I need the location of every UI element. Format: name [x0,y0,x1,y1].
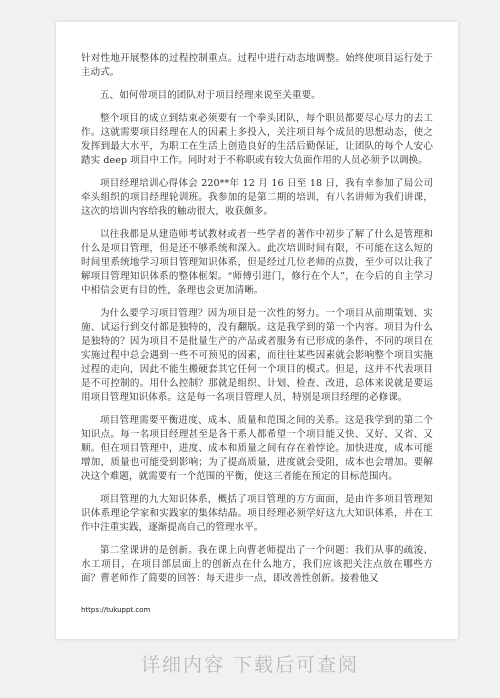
document-body [81,52,433,595]
paragraph-7: 项目管理需要平衡进度、成本、质量和范围之间的关系。这是我学到的第二个知识点。每一名项目经理甚至是各干系人都希望一个项目能又快、又好、又省、又顺。但在项目管理中，进度、成本和质量之间有存在着悖论。加快进度，成本可能增加，质量也可能受到影响；为了提高质量，进度就会受阻，成本也会增加。要解决这个难题，就需要有一个范围的平衡，使这三者能在预定的目标范围内。 [81,415,433,482]
paragraph-4: 项目经理培训心得体会 220**年 12 月 16 日至 18 日，我有幸参加了局公司牵头组织的项目经理轮训班。我参加的是第二期的培训，有八名讲师为我们讲课，这次的培训内容给我的触动很大，收获颇多。 [81,178,433,217]
paragraph-1: 针对性地开展整体的过程控制重点。过程中进行动态地调整。始终使项目运行处于主动式。 [81,53,433,78]
paragraph-6: 为什么要学习项目管理？因为项目是一次性的努力。一个项目从前期策划、实施、试运行到交付都是独特的，没有翻版。这是我学到的第一个内容。项目为什么是独特的？因为项目不是批量生产的产品或者服务有已形成的条件，不同的项目在实施过程中总会遇到一些不可预见的因素，而往往某些因素就会影响整个项目实施过程的走向，因此不能生搬硬套其它任何一个项目的模式。但是，这并不代表项目是不可控制的。用什么控制？那就是组织、计划、检查、改进，总体来说就是要运用项目管理知识体系。这是每一名项目管理人员，特别是项目经理的必修课。 [81,308,433,403]
paragraph-3: 整个项目的成立到结束必须要有一个拳头团队，每个职员都要尽心尽力的去工作。这就需要项目经理在人的因素上多投入，关注项目每个成员的思想动态，使之发挥到最大水平，为职工在生活上创造良好的生活后勤保证，让团队的每个人安心踏实 deep 项目中工作。同时对于不称职或有较大负面作用的人员必须予以调换。 [81,113,433,166]
paragraph-9: 第二堂课讲的是创新。我在课上向曹老师提出了一个问题：我们从事的疏浚、水工项目，在项目部层面上的创新点在什么地方，我们应该把关注点放在哪些方面？曹老师作了简要的回答：每天进步一点，即改善性创新。接着他又 [81,545,433,584]
download-prompt-banner[interactable]: 详细内容 下载后可查阅 [140,654,360,676]
document-page [56,22,458,639]
paragraph-2: 五、如何带项目的团队对于项目经理来说至关重要。 [100,90,321,101]
paragraph-5: 以往我都是从建造师考试教材或者一些学者的著作中初步了解了什么是管理和什么是项目管理，但是还不够系统和深入。此次培训时间有限，不可能在这么短的时间里系统地学习项目管理知识体系，但是经过几位老师的点拨，至少可以让我了解项目管理知识体系的整体框架。“师傅引进门，修行在个人”，在今后的自主学习中相信会更有目的性，条理也会更加清晰。 [81,229,433,296]
paragraph-8: 项目管理的九大知识体系，概括了项目管理的方方面面，是由许多项目管理知识体系理论学家和实践家的集体结晶。项目经理必须学好这九大知识体系，并在工作中注重实践，逐渐提高自己的管理水平。 [81,494,433,533]
footer-url[interactable]: https://tukuppt.com [81,606,151,614]
